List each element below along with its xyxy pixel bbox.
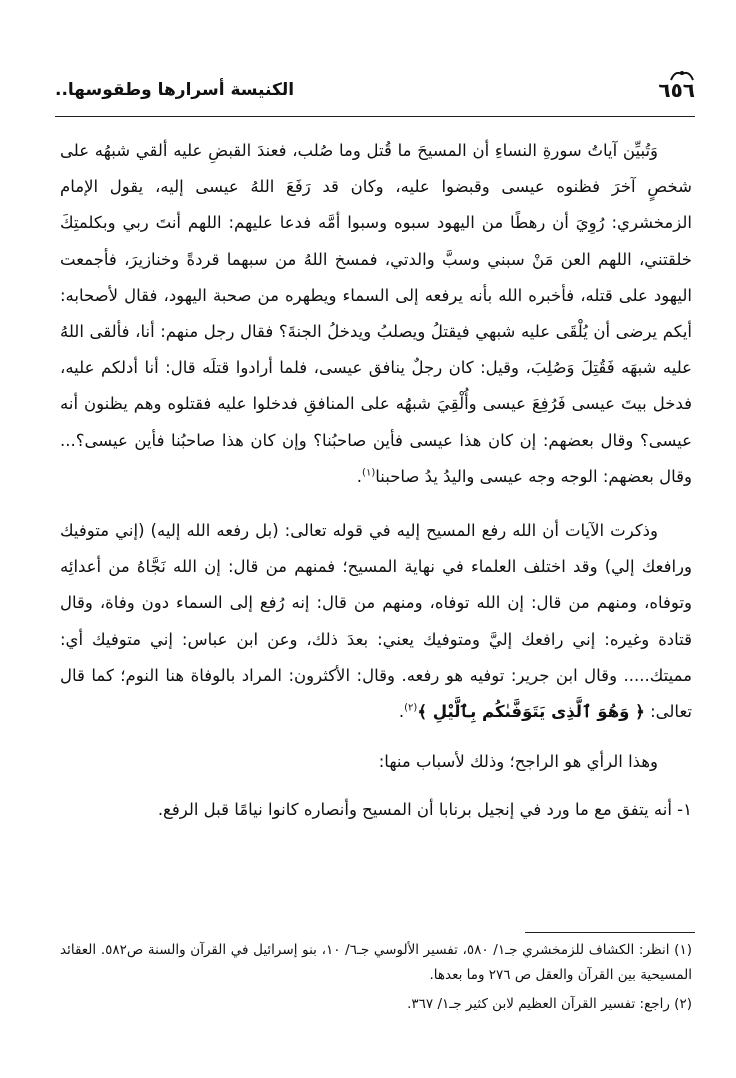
- list-item: ١- أنه يتفق مع ما ورد في إنجيل برنابا أن المسيح وأنصاره كانوا نيامًا قبل الرفع.: [157, 800, 692, 820]
- paragraph-text: وَتُبيِّن آياتُ سورةِ النساءِ أن المسيحَ ما قُتل وما صُلب، فعندَ القبضِ عليه ألقي شبهُه على شخصٍ آخرَ فظنوه عيسى وقبضوا عليه، وكان قد رَفَعَ اللهُ عيسى إليه، يقول الإمام الزمخشري: رُوِيَ أن رهطًا من اليهود سبوه وسبوا أمَّه فدعا عليهم: اللهم أنتَ ربي وبكلمتِكَ خلقتني، اللهم العن مَنْ سبني وسبَّ والدتي، فمسخ اللهُ من سبهما قردةً وخنازيرَ، فأجمعت اليهود على قتله، فأخبره الله بأنه يرفعه إلى السماء ويطهره من صحبة اليهود، فقال لأصحابه: أيكم يرضى أن يُلْقَى عليه شبهي فيقتلُ ويصلبُ ويدخلُ الجنةَ؟ فقال رجل منهم: أنا، فألقى اللهُ عليه شبهَه فَقُتِلَ وَصُلِبَ، وقيل: كان رجلٌ ينافق عيسى، فلما أرادوا قتلَه قال: أنا أدلكم عليه، فدخل بيتَ عيسى فَرُفِعَ عيسى وأُلْقِيَ شبهُه على المنافقِ فدخلوا عليه فقتلوه وهم يظنون أنه عيسى؟ وقال بعضهم: إن كان هذا عيسى فأين صاحبُنا؟ وإن كان هذا صاحبُنا فأين عيسى؟... وقال بعضهم: الوجه وجه عيسى واليدُ يدُ صاحبنا: [60, 141, 692, 486]
- page-number: ٦٥٦: [658, 78, 695, 102]
- footnote-divider: [525, 932, 695, 933]
- footnote-ref: (١): [362, 467, 376, 479]
- footnote-2: (٢) راجع: تفسير القرآن العظيم لابن كثير جـ١/ ٣٦٧.: [407, 996, 692, 1012]
- footnotes: [60, 938, 692, 1021]
- paragraph: وَتُبيِّن آياتُ سورةِ النساءِ أن المسيحَ ما قُتل وما صُلب، فعندَ القبضِ عليه ألقي شبهُه على شخصٍ آخرَ فظنوه عيسى وقبضوا عليه، وكان قد رَفَعَ اللهُ عيسى إليه، يقول الإمام الزمخشري: رُوِيَ أن رهطًا من اليهود سبوه وسبوا أمَّه فدعا عليهم: اللهم أنتَ ربي وبكلمتِكَ خلقتني، اللهم العن مَنْ سبني وسبَّ والدتي، فمسخ اللهُ من سبهما قردةً وخنازيرَ، فأجمعت اليهود على قتله، فأخبره الله بأنه يرفعه إلى السماء ويطهره من صحبة اليهود، فقال لأصحابه: أيكم يرضى أن يُلْقَى عليه شبهي فيقتلُ ويصلبُ ويدخلُ الجنةَ؟ فقال رجل منهم: أنا، فألقى اللهُ عليه شبهَه فَقُتِلَ وَصُلِبَ، وقيل: كان رجلٌ ينافق عيسى، فلما أرادوا قتلَه قال: أنا أدلكم عليه، فدخل بيتَ عيسى فَرُفِعَ عيسى وأُلْقِيَ شبهُه على المنافقِ فدخلوا عليه فقتلوه وهم يظنون أنه عيسى؟ وقال بعضهم: إن كان هذا عيسى فأين صاحبُنا؟ وإن كان هذا صاحبُنا فأين عيسى؟... وقال بعضهم: الوجه وجه عيسى واليدُ يدُ صاحبنا$^{(١)}$.: [60, 141, 692, 486]
- footnote-ref: (٢): [404, 702, 418, 714]
- footnote-1: (١) انظر: الكشاف للزمخشري جـ١/ ٥٨٠، تفسير الألوسي جـ٦/ ١٠، بنو إسرائيل في القرآن والسنة ص٥٨٢. العقائد المسيحية بين القرآن والعقل ص ٢٧٦ وما بعدها.: [60, 942, 692, 983]
- header-title: الكنيسة أسرارها وطقوسها..: [55, 80, 295, 100]
- running-header: [55, 78, 695, 114]
- quran-verse: ﴿ وَهُوَ ٱلَّذِى يَتَوَفَّىٰكُم بِٱلَّيْلِ ﴾: [417, 702, 645, 722]
- main-text: [60, 133, 692, 829]
- paragraph: وهذا الرأي هو الراجح؛ وذلك لأسباب منها:: [378, 752, 658, 772]
- paragraph: وذكرت الآيات أن الله رفع المسيح إليه في قوله تعالى: (بل رفعه الله إليه) (إني متوفيك ورافعك إلي) وقد اختلف العلماء في نهاية المسيح؛ فمنهم من قال: إن الله نَجَّاهُ من أعدائِه وتوفاه، ومنهم من قال: إن الله توفاه، ومنهم من قال: إنه رُفع إلى السماء دون وفاة، وقال قتادة وغيره: إني رافعك إليَّ ومتوفيك يعني: بعدَ ذلك، وعن ابن عباس: إني متوفيك أي: مميتك..... وقال ابن جرير: توفيه هو رفعه. وقال: الأكثرون: المراد بالوفاة هنا النوم؛ كما قال تعالى: ﴿ وَهُوَ ٱلَّذِى يَتَوَفَّىٰكُم بِٱلَّيْلِ ﴾$^{(٢)}$.: [60, 521, 692, 722]
- header-divider: [55, 116, 695, 117]
- paragraph-text: وذكرت الآيات أن الله رفع المسيح إليه في قوله تعالى: (بل رفعه الله إليه) (إني متوفيك ورافعك إلي) وقد اختلف العلماء في نهاية المسيح؛ فمنهم من قال: إن الله نَجَّاهُ من أعدائِه وتوفاه، ومنهم من قال: إن الله توفاه، ومنهم من قال: إنه رُفع إلى السماء دون وفاة، وقال قتادة وغيره: إني رافعك إليَّ ومتوفيك يعني: بعدَ ذلك، وعن ابن عباس: إني متوفيك أي: مميتك..... وقال ابن جرير: توفيه هو رفعه. وقال: الأكثرون: المراد بالوفاة هنا النوم؛ كما قال تعالى:: [60, 521, 692, 722]
